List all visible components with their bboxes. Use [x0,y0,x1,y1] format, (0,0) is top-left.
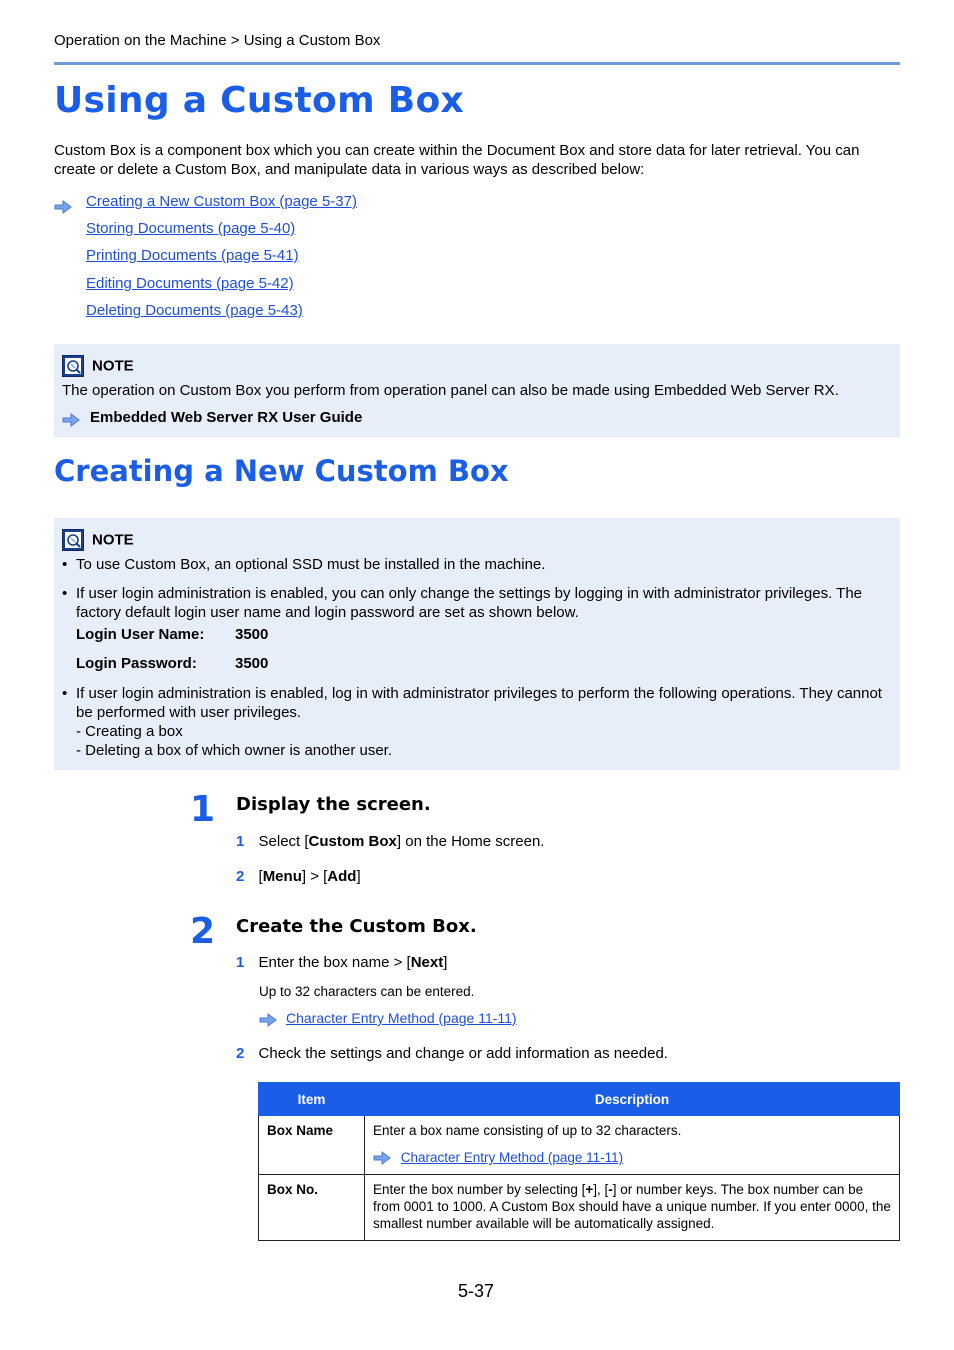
substep-text-pre: Select [ [258,833,309,850]
col-header-description: Description [365,1083,900,1116]
note-reference: Embedded Web Server RX User Guide [90,409,363,426]
table-row [259,1175,900,1241]
breadcrumb: Operation on the Machine > Using a Custom Box [54,32,381,49]
note-bullet: • To use Custom Box, an optional SSD must be installed in the machine. [62,555,892,574]
link-creating-box[interactable]: Creating a New Custom Box (page 5-37) [86,193,357,210]
login-password-label: Login Password: [76,655,197,672]
col-header-item: Item [259,1083,365,1116]
bullet-text: To use Custom Box, an optional SSD must be installed in the machine. [76,556,546,573]
substep-hint: Up to 32 characters can be entered. [259,984,475,999]
arrow-right-icon [62,413,80,427]
note-box-requirements [54,518,900,770]
note-label: NOTE [92,357,134,375]
substep [236,833,544,850]
substep-text: [ [258,868,263,885]
settings-table [258,1082,900,1241]
note-icon [62,355,84,377]
page-number: 5-37 [458,1281,495,1301]
link-character-entry[interactable]: Character Entry Method (page 11-11) [400,1150,624,1165]
substep-text: Check the settings and change or add information as needed. [258,1045,668,1062]
substep [236,868,361,885]
substep-number: 1 [236,954,245,971]
substep-text-bold: Custom Box [308,833,397,850]
note-label: NOTE [92,531,134,549]
note-bullet: • If user login administration is enabled, log in with administrator privileges to perform the following operations. They cannot be performed with user privileges. - Creating a box - Deleting a box of which owner is another user. [62,684,892,760]
page-title: Using a Custom Box [54,80,465,121]
note-text: The operation on Custom Box you perform from operation panel can also be made using Embedded Web Server RX. [62,382,839,399]
cell-description [365,1116,900,1175]
note-header [62,529,134,551]
substep [236,1045,668,1062]
bullet-subline: - Creating a box [76,723,183,740]
table-header-row [259,1083,900,1116]
table-row [259,1116,900,1175]
step-title: Display the screen. [236,794,431,815]
arrow-right-icon [54,200,72,214]
cell-description [365,1175,900,1241]
substep-number: 1 [236,833,245,850]
login-password-value: 3500 [235,655,269,672]
link-character-entry[interactable]: Character Entry Method (page 11-11) [286,1010,517,1026]
note-box-embedded-web [54,344,900,437]
substep-text-bold: Next [410,954,444,971]
substep-text-pre: Enter the box name > [ [258,954,411,971]
substep [236,954,447,971]
substep-text-post: ] [443,954,448,971]
plus-key-label: + [585,1182,594,1197]
arrow-right-icon [373,1151,391,1165]
step-number: 1 [190,789,216,830]
cell-text: Enter a box name consisting of up to 32 characters. [373,1123,682,1138]
note-header [62,355,134,377]
bullet-text: If user login administration is enabled, log in with administrator privileges to perform the following operations. They cannot be performed with user privileges. [76,685,882,721]
cell-link-row [373,1149,891,1166]
note-bullet: • If user login administration is enabled, you can only change the settings by logging in with administrator privileges. The factory default login user name and login password are set as shown below. [62,584,892,622]
substep-text: ] > [ [301,868,328,885]
bullet-text: If user login administration is enabled, you can only change the settings by logging in with administrator privileges. The factory default login user name and login password are set as shown below. [76,585,862,621]
intro-paragraph: Custom Box is a component box which you can create within the Document Box and store data for later retrieval. You can create or delete a Custom Box, and manipulate data in various ways as described below: [54,142,860,178]
menu-key-label: Menu [262,868,302,885]
cell-text: ], [ [593,1182,609,1197]
link-deleting-docs[interactable]: Deleting Documents (page 5-43) [86,302,303,319]
add-key-label: Add [327,868,357,885]
substep-number: 2 [236,1045,245,1062]
section-title: Creating a New Custom Box [54,454,509,488]
bullet-subline: - Deleting a box of which owner is another user. [76,742,393,759]
cell-text: ] or number keys. The box number can be from 0001 to 1000. A Custom Box should have a unique number. If you enter 0000, the smallest number available will be automatically assigned. [373,1182,891,1231]
substep-number: 2 [236,868,245,885]
link-printing-docs[interactable]: Printing Documents (page 5-41) [86,247,299,264]
minus-key-label: - [608,1182,613,1197]
substep-text-post: ] on the Home screen. [396,833,545,850]
step-title: Create the Custom Box. [236,916,477,937]
cell-text: Enter the box number by selecting [ [373,1182,586,1197]
header-rule [54,62,900,65]
arrow-right-icon [259,1013,277,1027]
link-storing-docs[interactable]: Storing Documents (page 5-40) [86,220,296,237]
login-user-value: 3500 [235,626,269,643]
login-user-label: Login User Name: [76,626,205,643]
link-editing-docs[interactable]: Editing Documents (page 5-42) [86,275,294,292]
substep-text: ] [356,868,361,885]
cell-item: Box Name [259,1116,365,1175]
step-number: 2 [190,911,216,952]
cell-item: Box No. [259,1175,365,1241]
note-icon [62,529,84,551]
